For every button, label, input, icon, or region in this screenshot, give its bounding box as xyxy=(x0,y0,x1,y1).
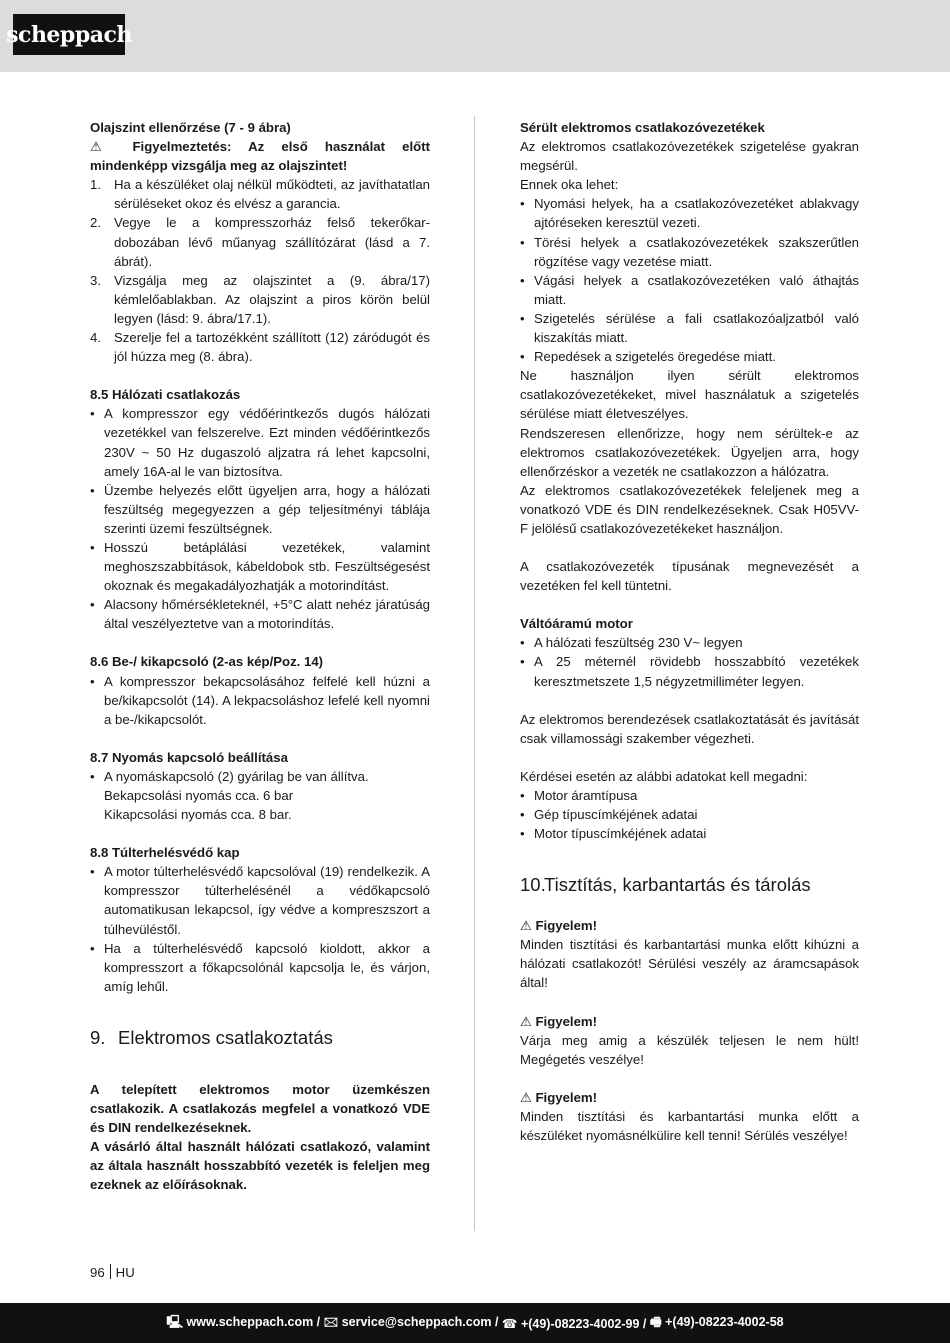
warning-title: ⚠ Figyelem! xyxy=(520,1089,598,1105)
page-number-separator xyxy=(110,1264,111,1279)
ac-motor-list xyxy=(520,633,859,690)
list-item: • Nyomási helyek, ha a csatlakozóvezetéket ablakvagy ajtóréseken keresztül vezeti. xyxy=(520,196,859,231)
causes-intro: Ennek oka lehet: xyxy=(520,177,619,193)
list-item: • Szigetelés sérülése a fali csatlakozóaljzatból való kiszakítás miatt. xyxy=(520,310,859,346)
warning-title: ⚠ Figyelem! xyxy=(520,1013,598,1029)
warning-title: ⚠ Figyelem! xyxy=(520,918,598,934)
page-number xyxy=(90,1264,135,1282)
questions-list xyxy=(520,786,859,843)
questions-paragraph: Kérdései esetén az alábbi adatokat kell megadni: xyxy=(520,768,808,784)
type-paragraph: A csatlakozóvezeték típusának megnevezését a vezetéken fel kell tüntetni. xyxy=(520,559,859,594)
list-item: • Üzembe helyezés előtt ügyeljen arra, hogy a hálózati feszültség megegyezzen a gép teljesítményi táblája szerinti üzemi feszültségnek. xyxy=(90,482,430,536)
section-8-8-list xyxy=(90,862,430,996)
list-item: 3. Vizsgálja meg az olajszintet a (9. ábra/17) kémlelőablakban. Az olajszint a piros körön belül legyen (lásd: 9. ábra/17.1). xyxy=(90,272,430,326)
electrician-paragraph: Az elektromos berendezések csatlakoztatását és javítását csak villamossági szakember végezheti. xyxy=(520,711,859,746)
right-column xyxy=(520,118,859,1145)
section-8-6-heading: 8.6 Be-/ kikapcsoló (2-as kép/Poz. 14) xyxy=(90,654,324,670)
section-10-title: 10.Tisztítás, karbantartás és tárolás xyxy=(520,874,811,896)
causes-list xyxy=(520,194,859,366)
scheppach-logo: scheppach xyxy=(13,14,125,55)
column-divider xyxy=(474,116,475,1231)
page-number-value: 96 xyxy=(90,1265,105,1280)
oil-warning: ⚠ Figyelmeztetés: Az első használat előtt mindenképp vizsgálja meg az olajszintet! xyxy=(90,139,430,174)
list-item: • A hálózati feszültség 230 V~ legyen xyxy=(520,635,743,651)
list-item: • Motor áramtípusa xyxy=(520,787,638,803)
section-8-6-list xyxy=(90,672,430,729)
list-item: • A nyomáskapcsoló (2) gyárilag be van állítva. xyxy=(90,768,369,784)
section-9-text-1: A telepített elektromos motor üzemkészen csatlakozik. A csatlakozás megfelel a vonatkozó VDE és DIN rendelkezéseknek. xyxy=(90,1081,430,1136)
warning-text: Minden tisztítási és karbantartási munka előtt kihúzni a hálózati csatlakozót! Sérülési veszély az áramcsapások által! xyxy=(520,937,859,991)
section-8-5-list xyxy=(90,404,430,633)
list-item: 4. Szerelje fel a tartozékként szállított (12) záródugót és jól húzza meg (8. ábra). xyxy=(90,330,430,365)
check-paragraph: Rendszeresen ellenőrizze, hogy nem sérültek-e az elektromos csatlakozóvezetékek. Ügyeljen arra, hogy ellenőrzéskor a vezeték ne csatlakozzon a hálózatra. xyxy=(520,425,859,479)
list-item: • Motor típuscímkéjének adatai xyxy=(520,826,707,842)
list-item: • A kompresszor egy védőérintkezős dugós hálózati vezetékkel van felszerelve. Ezt minden védőérintkezős 230V ~ 50 Hz dugaszoló aljzatra rá lehet kapcsolni, amely 16A-al le van biztosítva. xyxy=(90,406,430,479)
list-item: • A motor túlterhelésvédő kapcsolóval (19) rendelkezik. A kompresszor túlterhelésénél a védőkapcsoló automatikusan lekapcsol, így védve a kompreszszort a túlhevüléstől. xyxy=(90,864,430,937)
section-9-title: 9. Elektromos csatlakoztatás xyxy=(90,1026,333,1048)
damaged-cables-heading: Sérült elektromos csatlakozóvezetékek xyxy=(520,120,765,135)
list-item: • A kompresszor bekapcsolásához felfelé kell húzni a be/kikapcsolót (14). A lekpacsoláshoz lefelé kell nyomni a be-/kikapcsolót. xyxy=(90,673,430,727)
vde-paragraph: Az elektromos csatlakozóvezetékek feleljenek meg a vonatkozó VDE és DIN rendelkezéseknek. Csak H05VV-F jelölésű csatlakozóvezetékeket használjon. xyxy=(520,482,859,536)
list-item: • Repedések a szigetelés öregedése miatt. xyxy=(520,349,776,365)
list-item: • Hosszú betáplálási vezetékek, valamint meghoszszabbítások, kábeldobok stb. Feszültségesést okoznak és megakadályozhatják a motorindítást. xyxy=(90,539,430,594)
section-9-text-2: A vásárló által használt hálózati csatlakozó, valamint az általa használt hosszabbító vezeték is feleljen meg ezeknek az előírásoknak. xyxy=(90,1139,430,1193)
list-item: • Ha a túlterhelésvédő kapcsoló kioldott, akkor a kompresszort a főkapcsolónál kapcsolja le, és várjon, amíg lehűl. xyxy=(90,940,430,994)
oil-steps xyxy=(90,175,430,366)
list-item: Kikapcsolási nyomás cca. 8 bar. xyxy=(104,807,292,823)
list-item: • Alacsony hőmérsékleteknél, +5°C alatt nehéz járatúság által veszélyeztetve van a motorindítás. xyxy=(90,597,430,632)
ac-motor-heading: Váltóáramú motor xyxy=(520,616,633,632)
list-item: • A 25 méternél rövidebb hosszabbító vezetékek keresztmetszete 1,5 négyzetmilliméter legyen. xyxy=(520,654,859,689)
list-item: • Vágási helyek a csatlakozóvezetéken való áthajtás miatt. xyxy=(520,272,859,307)
left-column xyxy=(90,118,430,1195)
footer-website[interactable]: 🖳 www.scheppach.com / xyxy=(166,1314,321,1329)
section-8-8-heading: 8.8 Túlterhelésvédő kap xyxy=(90,845,240,861)
list-item: 1. Ha a készüléket olaj nélkül működteti, az javíthatatlan sérüléseket okoz és elvész a garancia. xyxy=(90,177,430,212)
damaged-cables-intro: Az elektromos csatlakozóvezetékek szigetelése gyakran megsérül. xyxy=(520,139,859,174)
oil-check-heading: Olajszint ellenőrzése (7 - 9 ábra) xyxy=(90,120,291,135)
header-band xyxy=(0,0,950,72)
section-8-7-heading: 8.7 Nyomás kapcsoló beállítása xyxy=(90,749,288,765)
page-language: HU xyxy=(115,1265,135,1280)
warning-text: Várja meg amig a készülék teljesen le nem hült! Megégetés veszélye! xyxy=(520,1032,859,1067)
footer-email[interactable]: 🖂 service@scheppach.com / xyxy=(320,1314,499,1329)
list-item: • Gép típuscímkéjének adatai xyxy=(520,807,698,822)
list-item: Bekapcsolási nyomás cca. 6 bar xyxy=(104,788,294,803)
list-item: • Törési helyek a csatlakozóvezetékek szakszerűtlen rögzítése vagy vezetése miatt. xyxy=(520,234,859,269)
dont-use-paragraph: Ne használjon ilyen sérült elektromos csatlakozóvezetékeket, mivel használatuk a szigetelés sérülése miatt életveszélyes. xyxy=(520,368,859,422)
footer-fax: 🖷 +(49)-08223-4002-58 xyxy=(646,1314,784,1329)
list-item: 2. Vegye le a kompresszorház felső tekerőkar-dobozában lévő műanyag szállítózárat (lásd a 7. ábrát). xyxy=(90,215,430,269)
section-8-5-heading: 8.5 Hálózati csatlakozás xyxy=(90,387,241,403)
footer-phone: ☎ +(49)-08223-4002-99 / xyxy=(498,1316,647,1331)
section-8-7-list xyxy=(90,767,430,824)
footer-contact-bar xyxy=(0,1303,950,1343)
warning-text: Minden tisztítási és karbantartási munka előtt a készüléket nyomásnélkülire kell tenni! Sérülés veszélye! xyxy=(520,1108,859,1144)
